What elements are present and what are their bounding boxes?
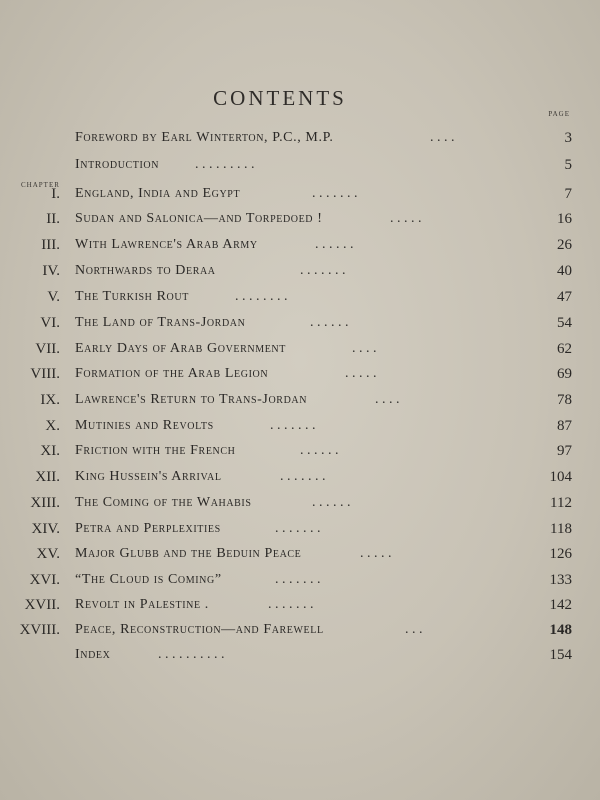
leader-dots: . . . . . . . [270,418,316,433]
chapter-number: VII. [35,341,60,357]
leader-dots: . . . . . . [315,237,354,252]
chapter-number: XVIII. [19,622,60,638]
page-number: 97 [557,443,572,459]
toc-entry [0,597,600,619]
leader-dots: . . . . . . . [280,469,326,484]
toc-entry [0,211,600,233]
chapter-title: Mutinies and Revolts [75,418,214,433]
page-column-header: PAGE [548,110,570,118]
chapter-title: Lawrence's Return to Trans-Jordan [75,392,308,407]
page-title: CONTENTS [213,86,347,110]
chapter-title: Petra and Perplexities [75,521,221,536]
leader-dots: . . . . . [345,366,377,381]
toc-entry [0,622,600,644]
page-number: 16 [557,211,572,227]
leader-dots: . . . . . [360,546,392,561]
chapter-number: XII. [35,469,60,485]
toc-entry [0,572,600,594]
chapter-title: The Coming of the Wahabis [75,495,252,510]
leader-dots: . . . . . . . . [235,289,288,304]
chapter-number: II. [46,211,60,227]
chapter-title: England, India and Egypt [75,186,241,201]
chapter-title: The Land of Trans-Jordan [75,315,246,330]
chapter-title: Foreword by Earl Winterton, P.C., M.P. [75,130,334,145]
page-number: 87 [557,418,572,434]
chapter-number: VIII. [30,366,60,382]
toc-entry [0,366,600,388]
page-number: 78 [557,392,572,408]
chapter-number: IX. [40,392,60,408]
chapter-title: Sudan and Salonica—and Torpedoed ! [75,211,323,226]
toc-entry [0,546,600,568]
chapter-number: V. [47,289,60,305]
page-number: 3 [564,130,572,146]
page-number: 26 [557,237,572,253]
page-number: 104 [549,469,572,485]
leader-dots: . . . . . . . . . . [158,647,225,662]
toc-entry [0,392,600,414]
toc-entry [0,237,600,259]
chapter-title: Index [75,647,111,662]
page-number: 112 [550,495,572,511]
leader-dots: . . . . . . . [300,263,346,278]
chapter-number: I. [51,186,60,202]
chapter-number: XV. [36,546,60,562]
chapter-title: Formation of the Arab Legion [75,366,269,381]
page-number: 5 [564,157,572,173]
chapter-number: XI. [40,443,60,459]
toc-entry [0,341,600,363]
chapter-title: “The Cloud is Coming” [75,572,222,587]
page-number: 7 [564,186,572,202]
toc-entry [0,315,600,337]
toc-entry [0,130,600,152]
chapter-number: XIV. [31,521,60,537]
chapter-title: Northwards to Deraa [75,263,216,278]
leader-dots: . . . . . . . . . [195,157,255,172]
leader-dots: . . . . . . . [312,186,358,201]
chapter-title: King Hussein's Arrival [75,469,222,484]
leader-dots: . . . . [430,130,455,145]
chapter-number: XVI. [29,572,60,588]
chapter-number: VI. [40,315,60,331]
page-number: 54 [557,315,572,331]
toc-entry [0,263,600,285]
chapter-title: Early Days of Arab Government [75,341,286,356]
toc-entry [0,418,600,440]
chapter-title: The Turkish Rout [75,289,189,304]
chapter-number: XVII. [24,597,60,613]
toc-entry [0,647,600,669]
chapter-number: XIII. [30,495,60,511]
toc-entry [0,469,600,491]
chapter-number: X. [45,418,60,434]
toc-entry [0,157,600,179]
page-number: 40 [557,263,572,279]
toc-entry [0,289,600,311]
chapter-column-header: CHAPTER [21,181,60,189]
toc-entry [0,495,600,517]
chapter-title: Friction with the French [75,443,236,458]
page-number: 62 [557,341,572,357]
chapter-title: Introduction [75,157,160,172]
page-number: 69 [557,366,572,382]
chapter-title: With Lawrence's Arab Army [75,237,258,252]
page-number: 118 [550,521,572,537]
page-number: 133 [549,572,572,588]
page-number: 142 [549,597,572,613]
leader-dots: . . . . . . [300,443,339,458]
leader-dots: . . . . . . [310,315,349,330]
leader-dots: . . . . . . . [268,597,314,612]
leader-dots: . . . . . . . [275,521,321,536]
leader-dots: . . . . . [390,211,422,226]
leader-dots: . . . . [352,341,377,356]
chapter-title: Revolt in Palestine . [75,597,209,612]
chapter-number: IV. [42,263,60,279]
toc-entry [0,443,600,465]
toc-entry [0,521,600,543]
page-number: 126 [549,546,572,562]
page-number: 148 [549,622,572,638]
page-number: 154 [549,647,572,663]
leader-dots: . . . . . . [312,495,351,510]
chapter-title: Peace, Reconstruction—and Farewell [75,622,324,637]
toc-entry [0,186,600,208]
page-number: 47 [557,289,572,305]
chapter-number: III. [41,237,60,253]
chapter-title: Major Glubb and the Beduin Peace [75,546,302,561]
leader-dots: . . . [405,622,423,637]
leader-dots: . . . . . . . [275,572,321,587]
leader-dots: . . . . [375,392,400,407]
